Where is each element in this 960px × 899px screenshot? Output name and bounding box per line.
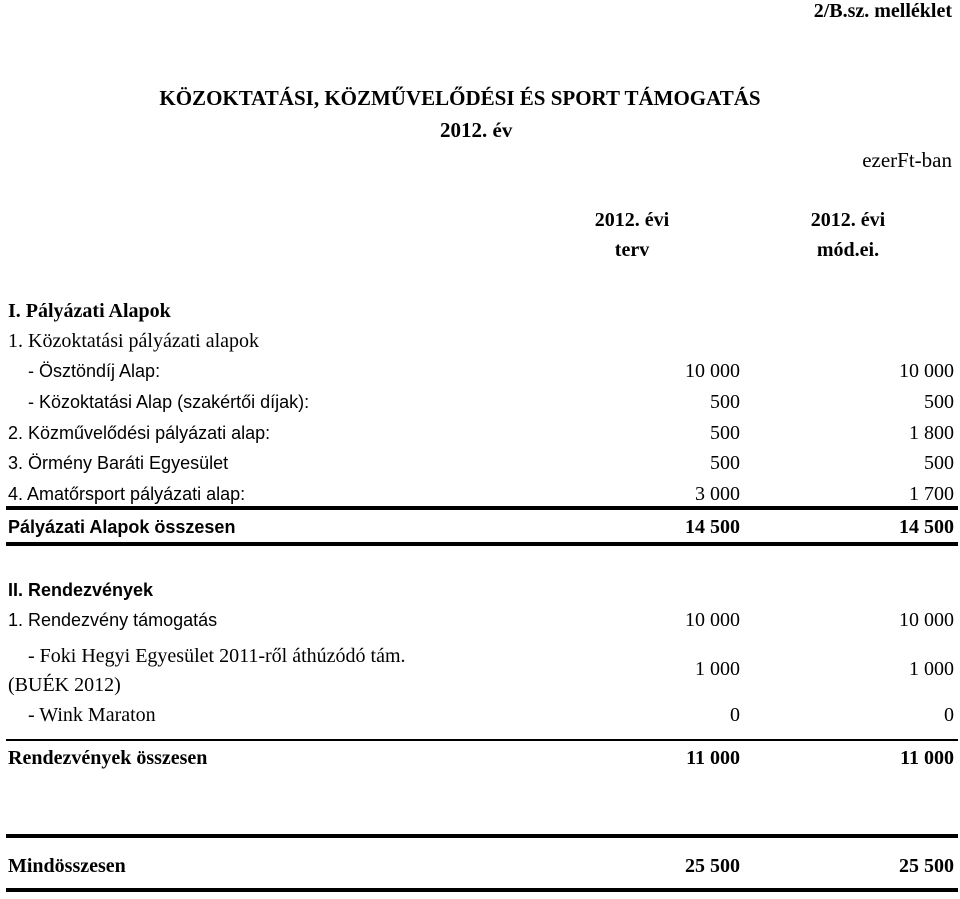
total-plan-value: 11 000 — [686, 747, 740, 769]
row-plan-value: 500 — [710, 452, 740, 474]
row-mod-value: 0 — [944, 704, 954, 726]
row-mod-value: 1 700 — [909, 483, 954, 505]
row-label: 3. Örmény Baráti Egyesület — [8, 453, 229, 473]
col-plan-line2: terv — [614, 239, 650, 261]
section1-heading: I. Pályázati Alapok — [8, 300, 171, 322]
total-label: Pályázati Alapok összesen — [8, 517, 236, 537]
col-mod-line1: 2012. évi — [810, 209, 886, 231]
row-plan-value: 10 000 — [685, 360, 740, 382]
row-mod-value: 500 — [924, 391, 954, 413]
total-mod-value: 11 000 — [900, 747, 954, 769]
divider — [6, 542, 958, 546]
row-plan-value: 500 — [710, 391, 740, 413]
section1-sub1: 1. Közoktatási pályázati alapok — [8, 330, 260, 352]
row-label: - Ösztöndíj Alap: — [28, 361, 161, 381]
annex-label: 2/B.sz. melléklet — [813, 0, 952, 22]
col-plan-line1: 2012. évi — [594, 209, 670, 231]
row-plan-value: 3 000 — [695, 483, 740, 505]
row-mod-value: 10 000 — [899, 609, 954, 631]
row-label: 4. Amatőrsport pályázati alap: — [8, 484, 246, 504]
row-label: - Közoktatási Alap (szakértői díjak): — [28, 392, 310, 412]
total-plan-value: 14 500 — [685, 516, 740, 538]
row-label-line1: - Foki Hegyi Egyesület 2011-ről áthúzódó tám. — [28, 645, 406, 667]
year-label: 2012. év — [440, 118, 513, 142]
row-label: - Wink Maraton — [28, 704, 156, 726]
row-mod-value: 10 000 — [899, 360, 954, 382]
divider — [6, 739, 958, 741]
unit-label: ezerFt-ban — [862, 148, 952, 172]
divider — [6, 506, 958, 510]
total-mod-value: 14 500 — [899, 516, 954, 538]
divider — [6, 834, 958, 838]
grand-total-mod-value: 25 500 — [899, 855, 954, 877]
total-label: Rendezvények összesen — [8, 747, 208, 769]
grand-total-label: Mindösszesen — [8, 855, 126, 877]
divider — [6, 888, 958, 892]
row-mod-value: 1 800 — [909, 422, 954, 444]
row-mod-value: 1 000 — [909, 658, 954, 680]
row-label-line2: (BUÉK 2012) — [8, 674, 121, 696]
section2-heading: II. Rendezvények — [8, 580, 154, 600]
row-plan-value: 0 — [730, 704, 740, 726]
row-mod-value: 500 — [924, 452, 954, 474]
row-plan-value: 500 — [710, 422, 740, 444]
row-label: 2. Közművelődési pályázati alap: — [8, 423, 271, 443]
row-plan-value: 10 000 — [685, 609, 740, 631]
page-title: KÖZOKTATÁSI, KÖZMŰVELŐDÉSI ÉS SPORT TÁMOGATÁS — [159, 86, 761, 110]
row-label: 1. Rendezvény támogatás — [8, 610, 218, 630]
col-mod-line2: mód.ei. — [816, 239, 880, 261]
grand-total-plan-value: 25 500 — [685, 855, 740, 877]
row-plan-value: 1 000 — [695, 658, 740, 680]
